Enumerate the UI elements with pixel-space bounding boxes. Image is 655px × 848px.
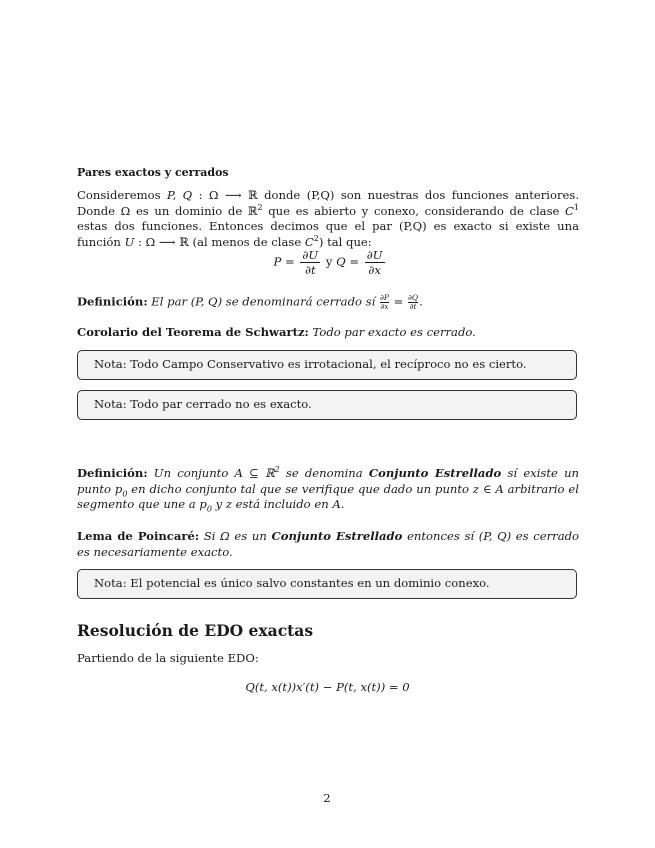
poincare-lemma: Lema de Poincaré: Si Ω es un Conjunto Estrellado entonces sí (P, Q) es cerrado es necesariamente exacto. <box>77 529 580 559</box>
note-closed-not-exact: Nota: Todo par cerrado no es exacto. <box>77 390 577 420</box>
edo-equation: Q(t, x(t))x′(t) − P(t, x(t)) = 0 <box>245 680 410 694</box>
section-subtitle: Pares exactos y cerrados <box>77 166 229 179</box>
resolution-heading: Resolución de EDO exactas <box>77 621 314 640</box>
resolution-intro: Partiendo de la siguiente EDO: <box>77 651 259 665</box>
note-potential-unique: Nota: El potencial es único salvo constantes en un dominio conexo. <box>77 569 577 599</box>
note-conservative-field: Nota: Todo Campo Conservativo es irrotacional, el recíproco no es cierto. <box>77 350 577 380</box>
potential-equation: P = $\frac{\partial U}{\partial t}$ y Q = $\frac{\partial U}{\partial x}$ <box>273 248 383 277</box>
page-number: 2 <box>323 791 331 805</box>
definition-closed: Definición: El par (P, Q) se denominará cerrado sí $\frac{\partial P}{\partial x}$ = $\frac{\partial Q}{\partial t}$ . <box>77 293 423 311</box>
schwartz-corollary: Corolario del Teorema de Schwartz: Todo par exacto es cerrado. <box>77 325 476 339</box>
definition-star-shaped: Definición: Un conjunto A ⊆ ℝ$^2$ se denomina Conjunto Estrellado sí existe un punto $p_0$ en dicho conjunto tal que se verifique que dado un punto z ∈ A arbitrario el segmento que une a $p_0$ y z está incluido en A. <box>77 465 580 514</box>
intro-paragraph: Consideremos P, Q : Ω ⟶ ℝ donde (P,Q) son nuestras dos funciones anteriores. Donde Ω es un dominio de ℝ$^2$ que es abierto y conexo, considerando de clase $C^1$ estas dos funciones. Entonces decimos que el par (P,Q) es exacto si existe una función U : Ω ⟶ ℝ (al menos de clase $C^2$) tal que: <box>77 188 580 249</box>
